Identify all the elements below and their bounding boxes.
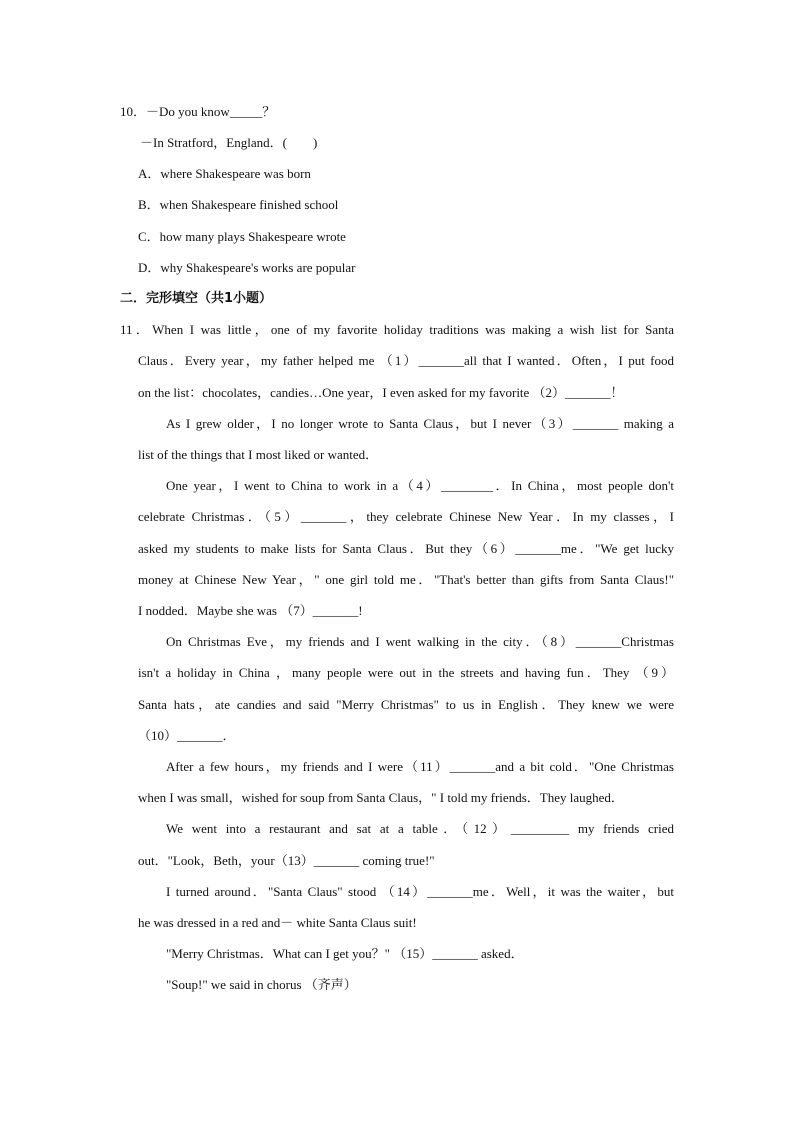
passage-line: "Soup!" we said in chorus （齐声） <box>166 977 357 992</box>
passage-line: isn't a holiday in China ，many people were out in the streets and having fun．They （9） <box>138 665 674 680</box>
passage-line: （10）_______． <box>138 728 236 743</box>
passage-line: on the list：chocolates，candies…One year，I even asked for my favorite （2）_______！ <box>138 385 624 400</box>
passage-line: One year，I went to China to work in a（4）________．In China，most people don't <box>166 478 674 493</box>
passage-line: "Merry Christmas．What can I get you？" （15）_______ asked． <box>166 946 524 961</box>
passage-line: After a few hours，my friends and I were（11）_______and a bit cold．"One Christmas <box>166 759 674 774</box>
passage-line: asked my students to make lists for Santa Claus．But they（6）_______me．"We get lucky <box>138 541 674 556</box>
passage-line: 11．When I was little，one of my favorite holiday traditions was making a wish list for Santa <box>120 322 674 337</box>
passage-line: list of the things that I most liked or wanted． <box>138 447 379 462</box>
passage-line: he was dressed in a red and－ white Santa Claus suit! <box>138 915 417 930</box>
passage-line: We went into a restaurant and sat at a table．（12）_________ my friends cried <box>166 821 674 836</box>
passage-line: I turned around．"Santa Claus" stood （14）_______me．Well，it was the waiter，but <box>166 884 674 899</box>
option-a: A．where Shakespeare was born <box>138 166 311 181</box>
option-d: D．why Shakespeare's works are popular <box>138 260 356 275</box>
passage-line: Claus．Every year，my father helped me （1）_______all that I wanted．Often，I put food <box>138 353 674 368</box>
option-b: B．when Shakespeare finished school <box>138 197 339 212</box>
passage-line: On Christmas Eve，my friends and I went walking in the city．（8）_______Christmas <box>166 634 674 649</box>
passage-line: Santa hats，ate candies and said "Merry Christmas" to us in English．They knew we were <box>138 697 674 712</box>
passage-line: I nodded．Maybe she was （7）_______! <box>138 603 363 618</box>
passage-line: money at Chinese New Year，" one girl told me．"That's better than gifts from Santa Claus!" <box>138 572 674 587</box>
section-heading-cloze: 二．完形填空（共1小题） <box>120 291 273 306</box>
question-10-stem: 10．－Do you know_____？ <box>120 104 276 119</box>
option-c: C．how many plays Shakespeare wrote <box>138 229 346 244</box>
question-10-answer-line: －In Stratford，England．( ) <box>140 135 318 150</box>
passage-line: when I was small，wished for soup from Santa Claus，" I told my friends．They laughed． <box>138 790 624 805</box>
passage-line: out．"Look，Beth，your（13）_______ coming true!" <box>138 853 435 868</box>
passage-line: As I grew older，I no longer wrote to Santa Claus，but I never（3）_______ making a <box>166 416 674 431</box>
passage-line: celebrate Christmas．（5）_______，they celebrate Chinese New Year．In my classes，I <box>138 509 674 524</box>
